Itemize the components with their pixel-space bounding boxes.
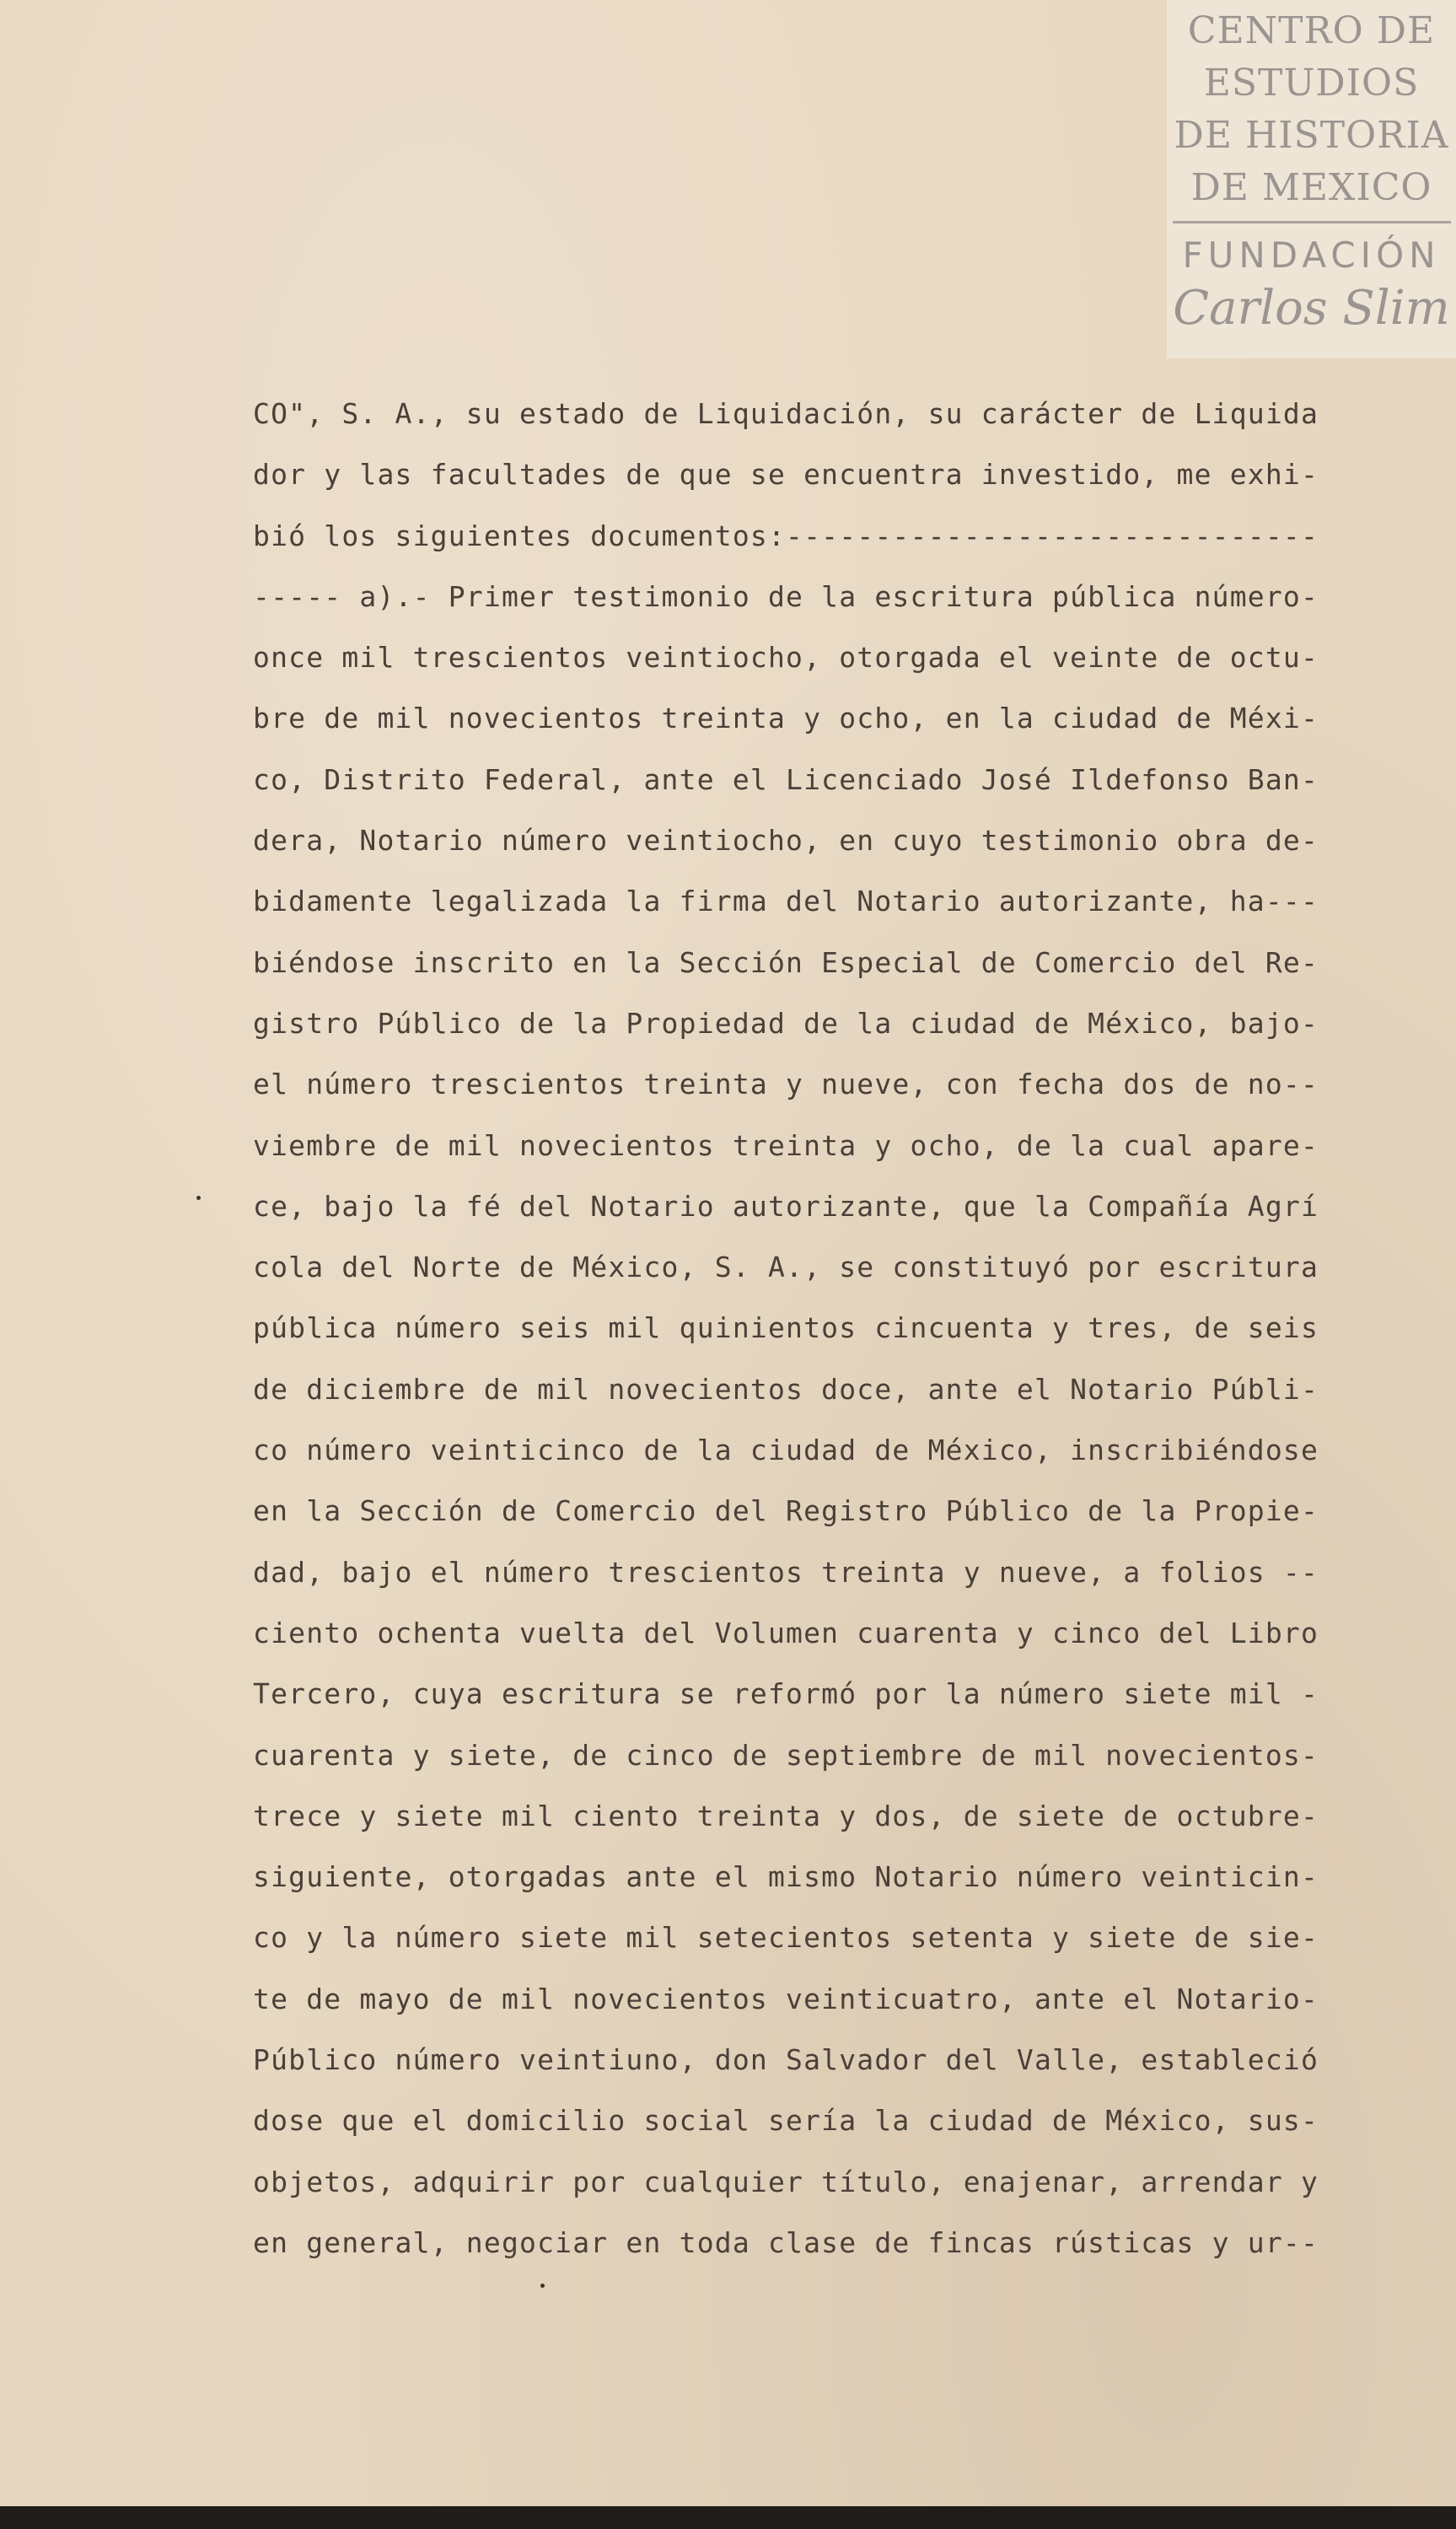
stamp-line-1: CENTRO DE — [1187, 9, 1436, 52]
text-line: biéndose inscrito en la Sección Especial de Comercio del Re- — [253, 945, 1319, 979]
text-line: co número veinticinco de la ciudad de México, inscribiéndose — [253, 1434, 1319, 1467]
text-line: CO", S. A., su estado de Liquidación, su carácter de Liquida — [253, 397, 1319, 430]
text-line: el número trescientos treinta y nueve, con fecha dos de no-- — [253, 1068, 1319, 1101]
scan-bottom-edge — [0, 2506, 1456, 2529]
text-line: pública número seis mil quinientos cincuenta y tres, de seis — [253, 1311, 1319, 1345]
text-line: viembre de mil novecientos treinta y ocho, de la cual apare- — [253, 1128, 1319, 1162]
text-line: once mil trescientos veintiocho, otorgada el veinte de octu- — [253, 641, 1319, 675]
text-line: cola del Norte de México, S. A., se constituyó por escritura — [253, 1251, 1319, 1284]
text-line: dose que el domicilio social sería la ciudad de México, sus- — [253, 2104, 1319, 2138]
stamp-line-3: DE HISTORIA — [1174, 114, 1449, 157]
text-line: co, Distrito Federal, ante el Licenciado José Ildefonso Ban- — [253, 762, 1319, 796]
stamp-signature: Carlos Slim — [1173, 281, 1450, 336]
text-line: cuarenta y siete, de cinco de septiembre de mil novecientos- — [253, 1738, 1319, 1772]
text-line: te de mayo de mil novecientos veinticuatro, ante el Notario- — [253, 1982, 1319, 2015]
text-line: dor y las facultades de que se encuentra investido, me exhi- — [253, 458, 1319, 492]
text-line: co y la número siete mil setecientos setenta y siete de sie- — [253, 1921, 1319, 1955]
stamp-line-4: DE MEXICO — [1190, 166, 1432, 209]
text-line: ciento ochenta vuelta del Volumen cuarenta y cinco del Libro — [253, 1616, 1319, 1649]
text-line: dad, bajo el número trescientos treinta y nueve, a folios -- — [253, 1555, 1319, 1589]
text-line: bidamente legalizada la firma del Notario autorizante, ha--- — [253, 885, 1319, 918]
paper-speck — [196, 1196, 201, 1200]
text-line: ce, bajo la fé del Notario autorizante, que la Compañía Agrí — [253, 1189, 1319, 1223]
text-line: bre de mil novecientos treinta y ocho, en la ciudad de Méxi- — [253, 702, 1319, 735]
text-line: de diciembre de mil novecientos doce, ante el Notario Públi- — [253, 1372, 1319, 1406]
text-line: dera, Notario número veintiocho, en cuyo testimonio obra de- — [253, 824, 1319, 858]
text-line: ----- a).- Primer testimonio de la escritura pública número- — [253, 579, 1319, 613]
text-line: gistro Público de la Propiedad de la ciudad de México, bajo- — [253, 1006, 1319, 1040]
stamp-foundation: FUNDACIÓN — [1182, 234, 1441, 276]
archive-stamp — [1167, 0, 1456, 358]
text-line: en general, negociar en toda clase de fincas rústicas y ur-- — [253, 2225, 1319, 2259]
stamp-line-2: ESTUDIOS — [1203, 62, 1420, 105]
paper-speck — [540, 2284, 545, 2288]
text-line: bió los siguientes documentos:------------------------------ — [253, 519, 1319, 552]
text-line: siguiente, otorgadas ante el mismo Notario número veinticin- — [253, 1860, 1319, 1894]
text-line: en la Sección de Comercio del Registro Público de la Propie- — [253, 1494, 1319, 1528]
text-line: objetos, adquirir por cualquier título, enajenar, arrendar y — [253, 2165, 1319, 2198]
text-line: trece y siete mil ciento treinta y dos, de siete de octubre- — [253, 1799, 1319, 1832]
typed-text-body — [253, 384, 1366, 2273]
stamp-divider — [1173, 221, 1451, 223]
text-line: Tercero, cuya escritura se reformó por la número siete mil - — [253, 1677, 1319, 1711]
text-line: Público número veintiuno, don Salvador del Valle, estableció — [253, 2043, 1319, 2077]
